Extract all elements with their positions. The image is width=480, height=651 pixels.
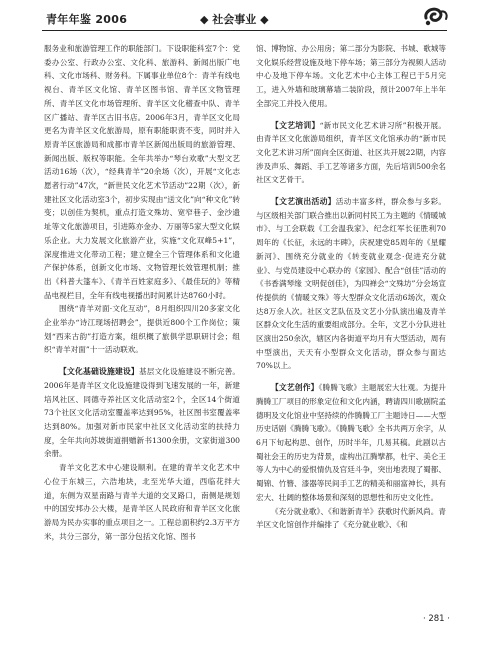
section-text: 活动丰富多样，群众参与多彩。与区级相关部门联合推出以新同村民工为主题的《情暖城市》、与工会联载《工会温我家》、纪念红军长征胜利70周年的《长征，永远的丰碑》，庆祝建党85周年的《星耀新河》、围绕充分就业的《转变就业观念·促进充分就业》、与党员建设中心联办的《家园》、配合“创佳”活动的《书香满琴缘 文明促创佳》，为四禅会“文殊坊”分会场宣传提供的《情暖文殊》等大型群众文化活动6场次，观众达8万余人次。社区文艺队伍及文艺小分队演出遍及青羊区群众文化生活的重要组成部分。全年，文艺小分队进社区演出250余次，辖区内各街道平均月有大型活动，周有中型演出，天天有小型群众文化活动，群众参与面达70%以上。 xyxy=(256,197,447,371)
paragraph: 《充分就业歌》、《和谐新青羊》获歌时代新风尚。青羊区文化馆创作并编排了《充分就业歌》、《和 xyxy=(256,506,446,530)
right-column xyxy=(256,42,446,532)
paragraph: 青羊文化艺术中心建设顺利。在建的青羊文化艺术中心位于东城三，六浩地块，北至光华大道，西临花拌大道，东侧为双星南路与青羊大道的交叉路口，南侧是规划中的国安邦办公大楼，是青羊区人民政府和青羊区文化旅游局为民办实事的重点项目之一。工程总面积约2.3万平方米，共分三部分，第一部分包括文化馆、图书 xyxy=(44,463,240,541)
section-heading: 【文艺培训】 xyxy=(271,120,320,130)
page-header xyxy=(0,0,480,34)
section-paragraph xyxy=(256,195,446,373)
yearbook-title: 青年年鉴 2006 xyxy=(46,13,128,26)
page-number: · 281 · xyxy=(422,614,450,624)
left-column xyxy=(44,42,240,543)
section-heading: 【文艺创作】 xyxy=(271,383,319,393)
section-paragraph xyxy=(256,119,446,188)
section-heading: 【文化基础设施建设】 xyxy=(59,367,139,377)
paragraph: 服务业和旅游管理工作的职能部门。下设职能科室7个：党委办公室、行政办公室、文化科、旅游科、新闻出版广电科、文化市场科、财务科。下属事业单位8个：青羊有线电视台、青羊区文化馆、青羊区图书馆、青羊区文物管理所、青羊区文化市场管理所、青羊区文化稽查中队、青羊区广播站、青羊区古旧书店。2006年3月，青羊区文化局更名为青羊区文化旅游局，原有职能职责不变，同时并入原青羊区旅游局和成都市青羊区新闻出版局的旅游管理、新闻出版、版权等职能。全年共举办“琴台欢歌”大型文艺活动16场（次），“经典青羊”20余场（次），开展“文化志愿者行动”47次，“新世民文化艺术节活动”22期（次），新建社区文化活动室3个，初步实现由“送文化”向“种文化”转变；以创佳为契机，重点打造文殊坊、宽窄巷子、金沙遗址等文化旅游项目，引进陈亦金办、万丽等5家大型文化娱乐企业。大力发展文化旅游产业，实施“文化双峰5+1”，深度推进文化带动工程；建立健全三个管理体系和文化遗产保护体系，创新文化市场、文物管理长效管理机制；推出《科普大篷车》、《青羊百姓家庭多》、《最佳玩的》等精品电视栏目，全年有线电视播出时间累计达8760小时。 xyxy=(44,44,240,300)
section-heading: 【文艺演出活动】 xyxy=(271,197,336,207)
section-paragraph xyxy=(256,381,446,504)
section-text: 基层文化设施建设不断完善。2006年是青羊区文化设施建设得到飞速发展的一年，新建培风社区、同德寺养社区文化活动室2个，全区14个街道73个社区文化活动室覆盖率达到95%，社区图书室覆盖率达到80%。加强对新市民家中社区文化活动室的扶持力度，全年共向苏坡街道捐赠新书1300余册，文家街道300余册。 xyxy=(44,367,241,459)
section-text: “新市民文化艺术讲习所”积极开展。由青羊区文化旅游局组织，青羊区文化馆承办的“新市民文化艺术讲习所”面向全区街道、社区共开展22期，内容涉及声乐、舞蹈、手工艺等诸多方面，先后培训500余名社区文艺骨干。 xyxy=(256,120,447,185)
header-rule xyxy=(42,30,447,31)
decorative-logo-icon xyxy=(420,4,450,28)
paragraph: 围绕“青羊对面·文化互动”，8月组织四川20多家文化企业举办“诗江现场招聘会”，提供近800个工作岗位；策划“西来古韵”打造方案，组织概了旅俱学思职研讨会；组织“青羊对面”十一活动联欢。 xyxy=(44,304,240,355)
section-title: ◆ 社会事业 ◆ xyxy=(200,13,269,26)
section-paragraph xyxy=(44,365,240,461)
paragraph: 馆、博物馆、办公用房；第二部分为影院、书城、歌城等文化娱乐经营设施及地下停车场；第三部分为视频人活动中心及地下停车场。文化艺术中心主体工程已于5月完工，进入外墙和玻璃幕墙二装阶段，预计2007年上半年全部完工并投入使用。 xyxy=(256,44,446,108)
section-text: 《腾腾飞歌》主题展宏大壮观。为提升腾腾工厂项目的形象定位和文化内涵，聘请四川歌剧院孟德明及文化馆业中坚持续的作腾腾工厂主题诗日——大型历史话剧《腾腾飞歌》。《腾腾飞歌》全书共两万余字，从6月下旬起构思、创作，历时半年，几易其稿。此剧以古蜀社会王的历史为背景，虚构出江腾擘都，杜宇、美仑王等人为中心的爱恨情仇及官廷斗争，突出地表现了蜀都、蜀锦、竹簪、漆器等民间手工艺的精美和丽富神长，具有宏大、壮阔的整体场景和深刻的思想性和历史文化性。 xyxy=(256,383,446,502)
